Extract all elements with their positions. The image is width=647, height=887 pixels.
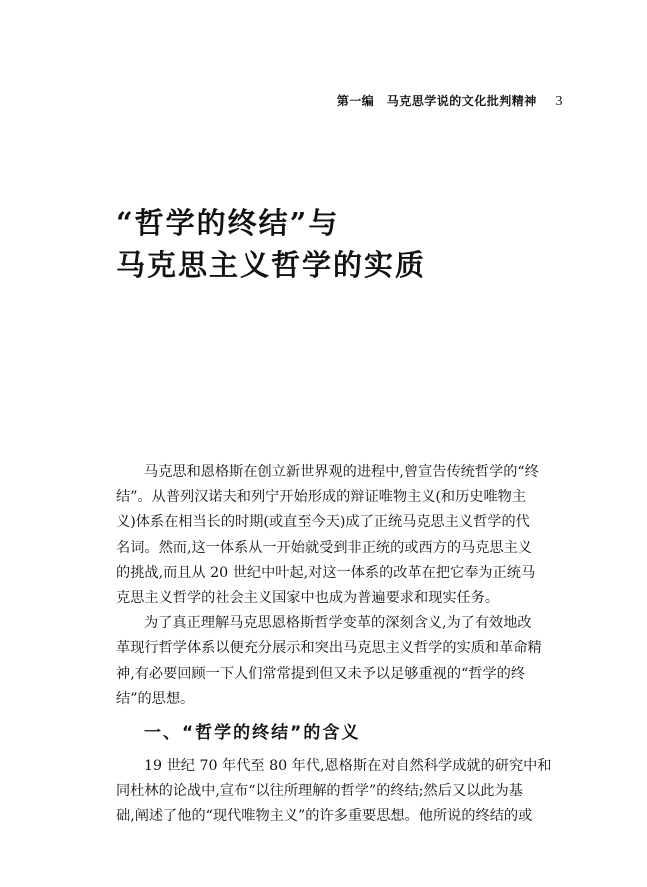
text-line: 19 世纪 70 年代至 80 年代,恩格斯在对自然科学成就的研究中和 xyxy=(144,758,552,775)
running-header xyxy=(337,92,563,110)
text-line: 结”的思想。 xyxy=(116,690,195,707)
text-line: 结”。从普列汉诺夫和列宁开始形成的辩证唯物主义(和历史唯物主 xyxy=(116,489,527,506)
text-line: 克思主义哲学的社会主义国家中也成为普遍要求和现实任务。 xyxy=(116,590,500,607)
text-line: 革现行哲学体系以便充分展示和突出马克思主义哲学的实质和革命精 xyxy=(116,640,542,657)
text-line: 同杜林的论战中,宣布“以往所理解的哲学”的终结;然后又以此为基 xyxy=(116,783,523,800)
section-heading: 一、“哲学的终结”的含义 xyxy=(144,723,361,744)
paragraph-1 xyxy=(116,460,540,611)
chapter-title xyxy=(116,202,536,286)
text-line: 马克思和恩格斯在创立新世界观的进程中,曾宣告传统哲学的“终 xyxy=(144,464,539,480)
text-line: 神,有必要回顾一下人们常常提到但又未予以足够重视的“哲学的终 xyxy=(116,665,526,682)
text-line: 为了真正理解马克思恩格斯哲学变革的深刻含义,为了有效地改 xyxy=(144,615,532,632)
paragraph-2 xyxy=(116,611,540,712)
chapter-title-line-1: “哲学的终结”与 xyxy=(116,206,340,240)
page-number: 3 xyxy=(555,94,563,109)
text-line: 名词。然而,这一体系从一开始就受到非正统的或西方的马克思主义 xyxy=(116,539,532,556)
text-line: 础,阐述了他的“现代唯物主义”的许多重要思想。他所说的终结的或 xyxy=(116,808,533,825)
chapter-title-line-2: 马克思主义哲学的实质 xyxy=(116,248,427,282)
text-line: 的挑战,而且从 20 世纪中叶起,对这一体系的改革在把它奉为正统马 xyxy=(116,564,536,581)
text-line: 义)体系在相当长的时期(或直至今天)成了正统马克思主义哲学的代 xyxy=(116,514,530,531)
body-text xyxy=(116,460,552,830)
paragraph-3 xyxy=(116,754,552,830)
running-title: 第一编 马克思学说的文化批判精神 xyxy=(336,94,537,108)
